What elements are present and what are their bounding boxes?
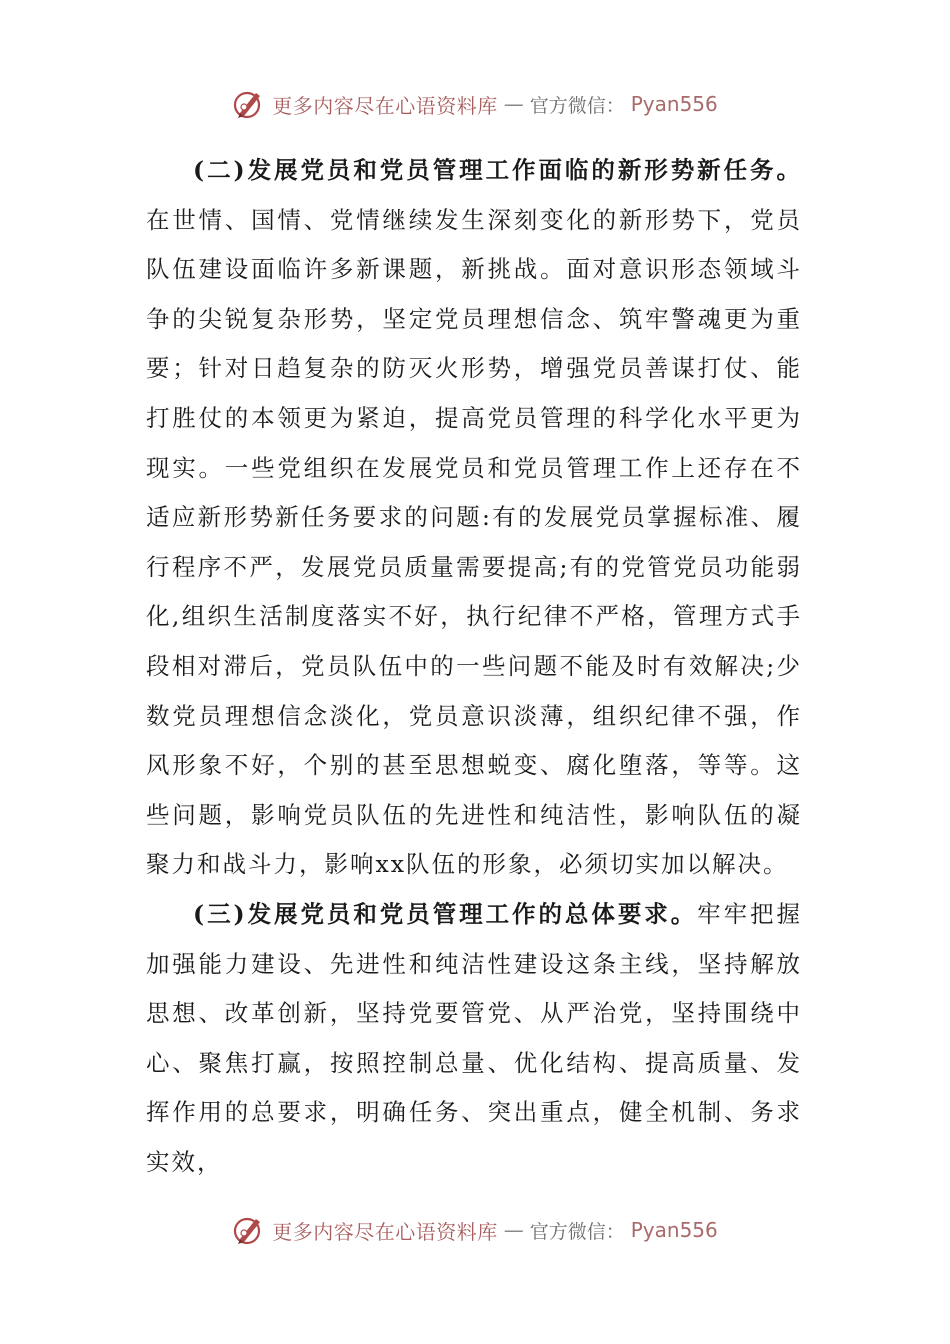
- pen-circle-logo-icon: [232, 1213, 266, 1247]
- watermark-account: Pyan556: [630, 92, 718, 116]
- paragraph-section-2: [146, 146, 802, 890]
- watermark-official-label: 官方微信：: [529, 94, 625, 117]
- watermark-separator: —: [503, 92, 524, 116]
- watermark-separator: —: [503, 1218, 524, 1242]
- watermark-official-label: 官方微信：: [529, 1220, 625, 1243]
- section-3-heading: (三)发展党员和党员管理工作的总体要求。: [193, 899, 698, 928]
- header-watermark: [0, 84, 950, 124]
- document-body: [146, 146, 802, 1187]
- paragraph-section-3: [146, 890, 802, 1188]
- watermark-account: Pyan556: [630, 1218, 718, 1242]
- footer-watermark: [0, 1210, 950, 1250]
- watermark-text: 更多内容尽在心语资料库: [272, 1219, 498, 1244]
- section-2-heading: (二)发展党员和党员管理工作面临的新形势新任务。: [193, 156, 802, 184]
- watermark-text: 更多内容尽在心语资料库: [272, 93, 498, 118]
- pen-circle-logo-icon: [232, 87, 266, 121]
- section-3-text: 牢牢把握加强能力建设、先进性和纯洁性建设这条主线，坚持解放思想、改革创新，坚持党要管党、从严治党，坚持围绕中心、聚焦打赢，按照控制总量、优化结构、提高质量、发挥作用的总要求，明确任务、突出重点，健全机制、务求实效，: [146, 899, 802, 1176]
- section-2-text: 在世情、国情、党情继续发生深刻变化的新形势下，党员队伍建设面临许多新课题，新挑战。面对意识形态领域斗争的尖锐复杂形势，坚定党员理想信念、筑牢警魂更为重要；针对日趋复杂的防灭火形势，增强党员善谋打仗、能打胜仗的本领更为紧迫，提高党员管理的科学化水平更为现实。一些党组织在发展党员和党员管理工作上还存在不适应新形势新任务要求的问题:有的发展党员掌握标准、履行程序不严，发展党员质量需要提高;有的党管党员功能弱化,组织生活制度落实不好，执行纪律不严格，管理方式手段相对滞后，党员队伍中的一些问题不能及时有效解决;少数党员理想信念淡化，党员意识淡薄，组织纪律不强，作风形象不好，个别的甚至思想蜕变、腐化堕落，等等。这些问题，影响党员队伍的先进性和纯洁性，影响队伍的凝聚力和战斗力，影响xx队伍的形象，必须切实加以解决。: [146, 205, 802, 879]
